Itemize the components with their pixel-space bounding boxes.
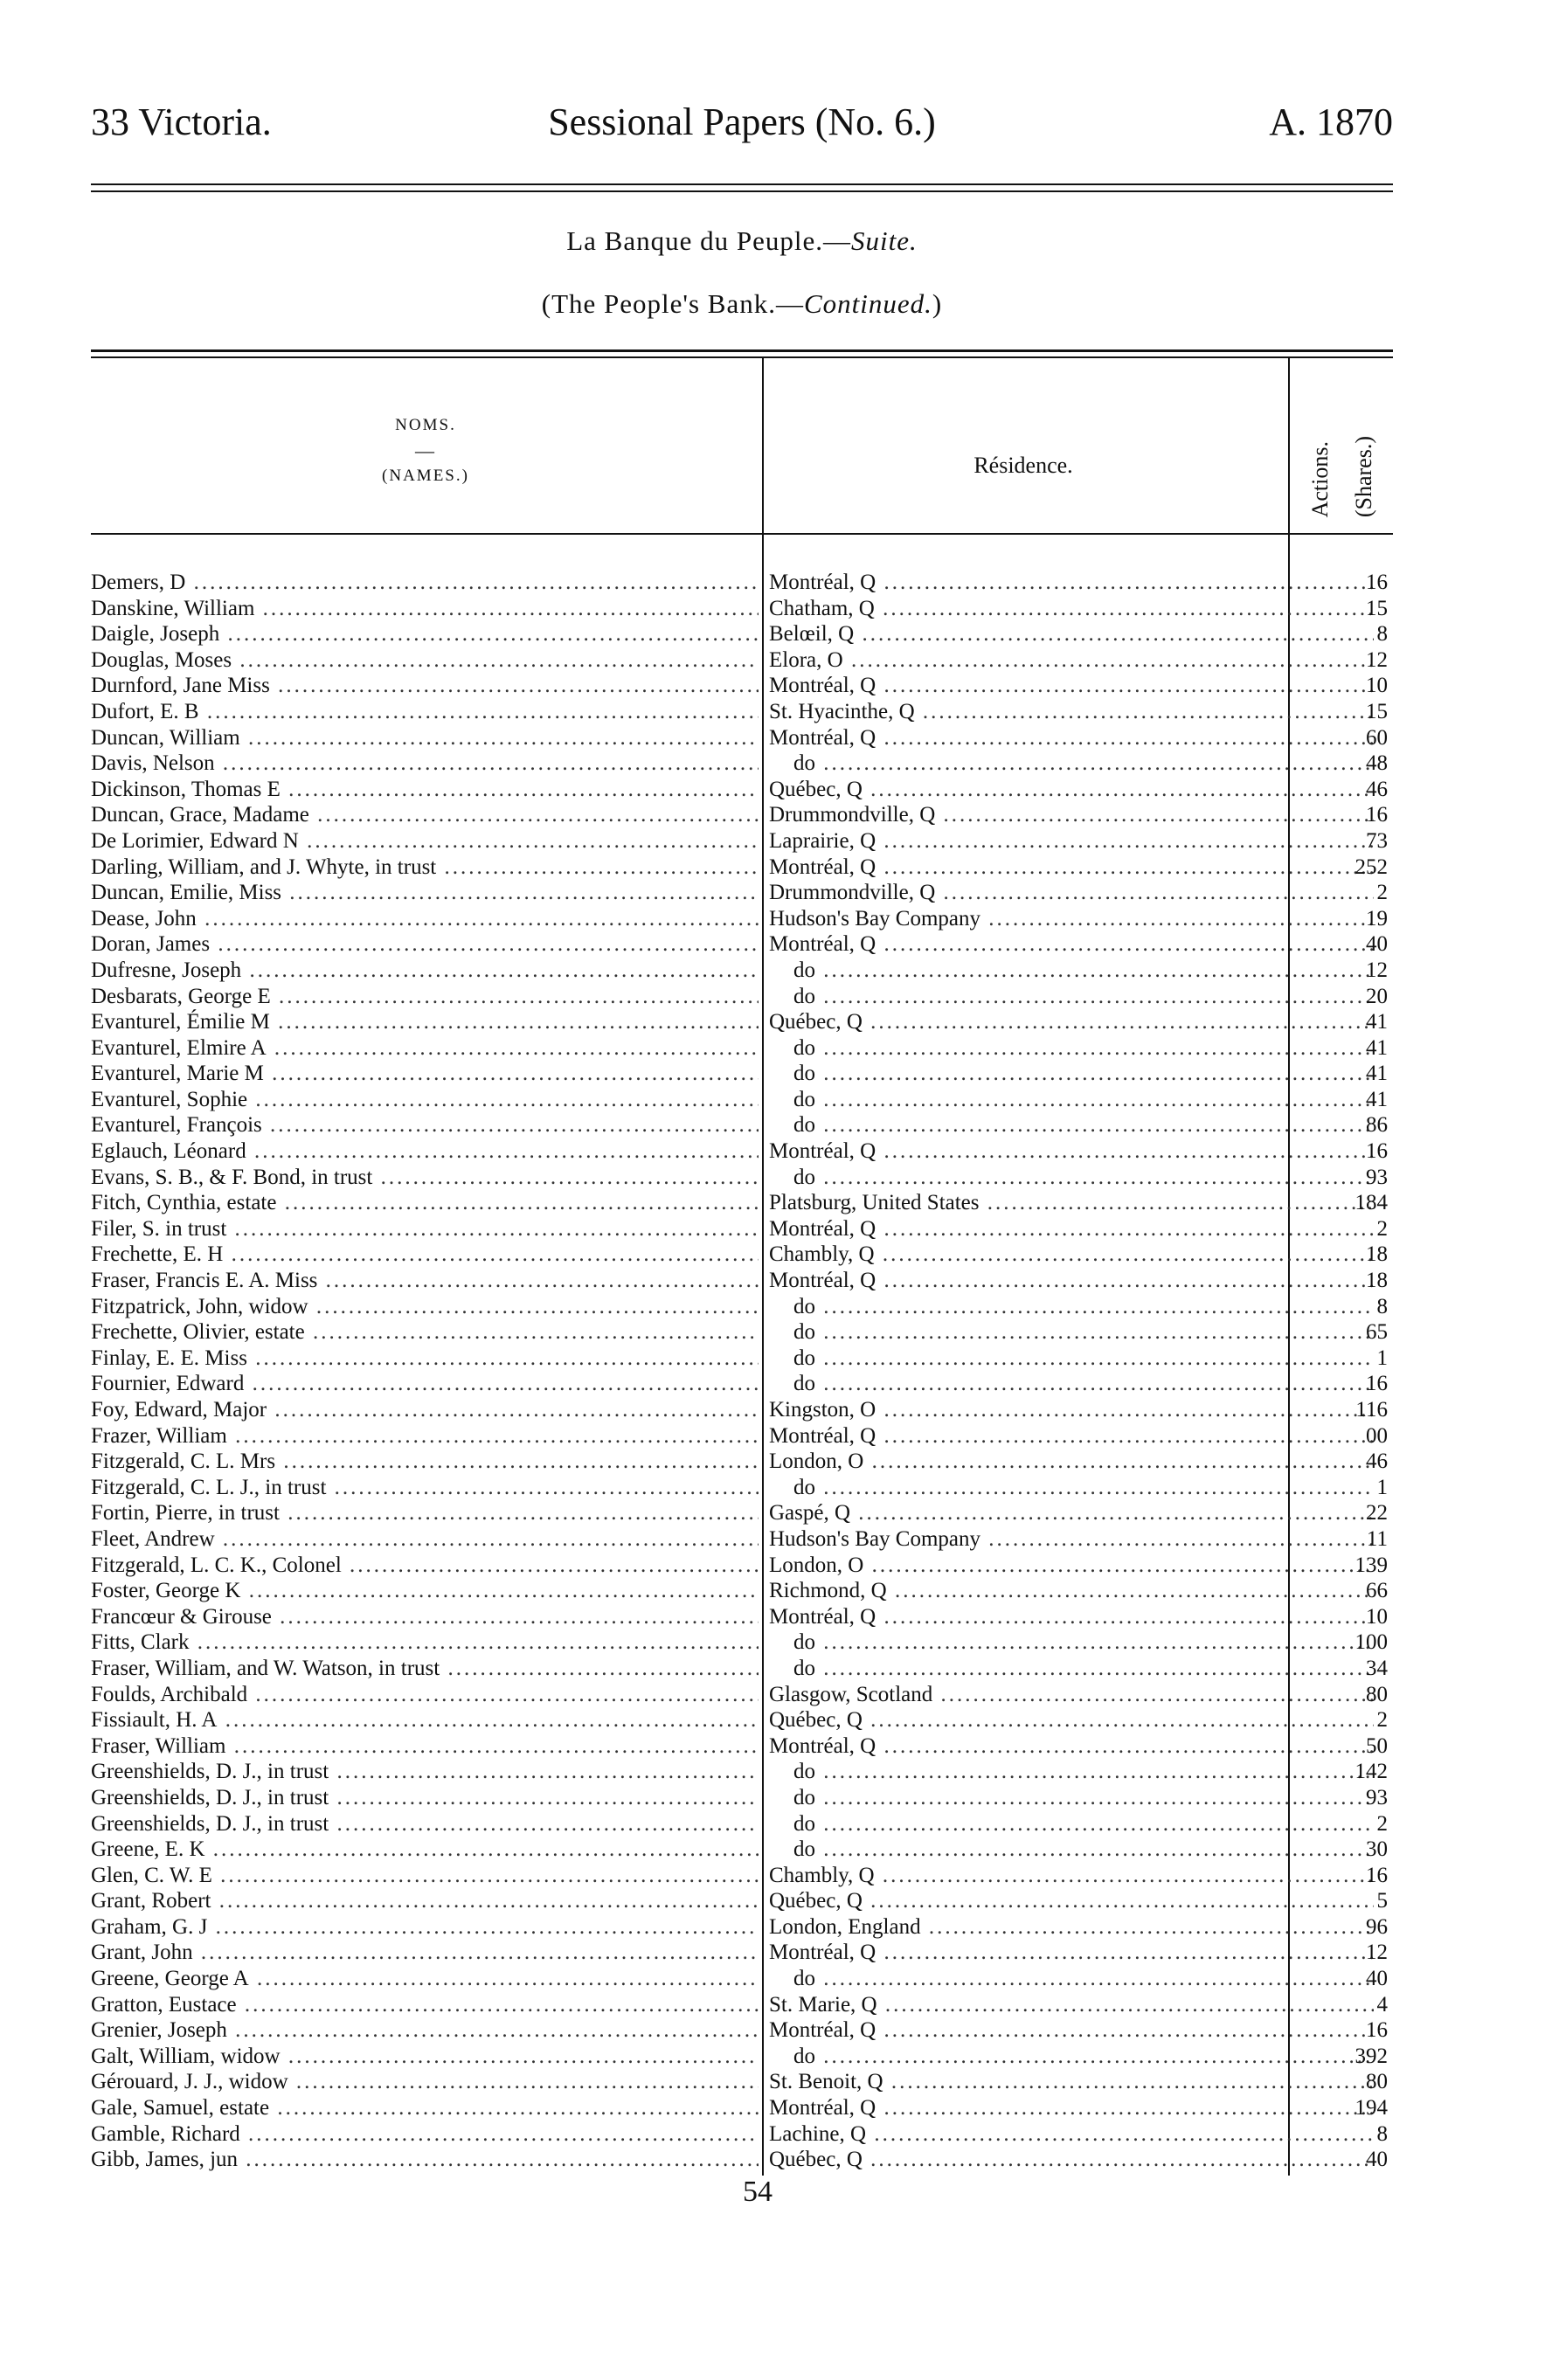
shareholder-name: Grant, John ..... <box>91 1940 759 1966</box>
shareholder-shares: 16 <box>1366 2018 1388 2043</box>
table-row <box>91 1759 1393 1785</box>
title-english: (The People's Bank.—Continued.) <box>541 288 943 319</box>
shareholder-name: Fraser, Francis E. A. Miss ..... <box>91 1268 759 1294</box>
table-rule-top-inner <box>91 356 1393 358</box>
table-row <box>91 777 1393 803</box>
shareholder-name: De Lorimier, Edward N ..... <box>91 828 759 854</box>
shareholder-name: Evans, S. B., & F. Bond, in trust ..... <box>91 1165 759 1191</box>
shareholder-residence: do ..... <box>769 1035 1374 1062</box>
shareholder-shares: 12 <box>1366 647 1388 672</box>
shareholder-residence: do ..... <box>769 1475 1374 1501</box>
column-header-residence: Résidence. <box>973 453 1073 478</box>
shareholder-shares: 16 <box>1366 571 1388 594</box>
shareholder-shares: 11 <box>1366 1526 1388 1551</box>
shareholder-name: Evanturel, Sophie ..... <box>91 1087 759 1113</box>
shareholder-name: Desbarats, George E ..... <box>91 984 759 1010</box>
shareholder-residence: Montréal, Q ..... <box>769 854 1374 881</box>
shareholder-residence: Chambly, Q ..... <box>769 1863 1374 1889</box>
shareholder-name: Greenshields, D. J., in trust ..... <box>91 1811 759 1837</box>
shareholder-residence: Montréal, Q ..... <box>769 2095 1374 2121</box>
table-row <box>91 2044 1393 2070</box>
shareholder-residence: Kingston, O ..... <box>769 1397 1374 1423</box>
column-header-shares: Actions. (Shares.) <box>1307 435 1376 517</box>
shareholder-shares: 184 <box>1354 1191 1388 1215</box>
shareholder-residence: do ..... <box>769 1759 1374 1785</box>
table-row <box>91 1087 1393 1113</box>
table-row <box>91 1165 1393 1191</box>
shareholder-shares: 142 <box>1354 1760 1388 1784</box>
table-row <box>91 1009 1393 1035</box>
shareholder-residence: do ..... <box>769 751 1374 777</box>
header-year: A. 1870 <box>1269 100 1393 143</box>
shareholder-name: Frechette, Olivier, estate ..... <box>91 1319 759 1346</box>
shareholder-shares: 252 <box>1354 854 1388 879</box>
table-row <box>91 2147 1393 2173</box>
table-row <box>91 1992 1393 2018</box>
shareholder-name: Darling, William, and J. Whyte, in trust ..... <box>91 854 759 881</box>
shareholder-shares: 10 <box>1366 1604 1388 1629</box>
table-row <box>91 984 1393 1010</box>
shareholder-name: Fitzgerald, C. L. J., in trust ..... <box>91 1475 759 1501</box>
shareholder-name: Fournier, Edward ..... <box>91 1371 759 1397</box>
shareholder-residence: Gaspé, Q ..... <box>769 1500 1374 1526</box>
shareholder-residence: Montréal, Q ..... <box>769 1138 1374 1165</box>
table-row <box>91 2095 1393 2121</box>
table-row <box>91 621 1393 647</box>
shareholder-residence: Montréal, Q ..... <box>769 673 1374 699</box>
shareholder-name: Fitzpatrick, John, widow ..... <box>91 1294 759 1320</box>
table-row <box>91 1604 1393 1630</box>
shareholder-name: Fraser, William, and W. Watson, in trust ..... <box>91 1656 759 1682</box>
shareholder-name: Gibb, James, jun ..... <box>91 2147 759 2173</box>
shareholder-residence: do ..... <box>769 1319 1374 1346</box>
shareholder-shares: 15 <box>1366 699 1388 723</box>
table-row <box>91 1449 1393 1475</box>
table-row <box>91 1837 1393 1863</box>
shareholder-residence: St. Marie, Q ..... <box>769 1992 1374 2018</box>
shareholder-shares: 2 <box>1376 881 1388 905</box>
shareholder-residence: Montréal, Q ..... <box>769 1216 1374 1242</box>
shareholder-name: Duncan, Grace, Madame ..... <box>91 802 759 828</box>
shareholder-name: Finlay, E. E. Miss ..... <box>91 1346 759 1372</box>
shareholder-shares: 41 <box>1366 1035 1388 1060</box>
shareholder-name: Fitch, Cynthia, estate ..... <box>91 1190 759 1216</box>
shareholder-name: Francœur & Girouse ..... <box>91 1604 759 1630</box>
shareholder-shares: 4 <box>1376 1992 1388 2017</box>
shareholder-residence: do ..... <box>769 1087 1374 1113</box>
table-row <box>91 1863 1393 1889</box>
page-number: 54 <box>743 2176 772 2208</box>
shareholder-name: Gratton, Eustace ..... <box>91 1992 759 2018</box>
table-row <box>91 1423 1393 1449</box>
shareholder-name: Foulds, Archibald ..... <box>91 1682 759 1708</box>
shareholder-residence: do ..... <box>769 958 1374 984</box>
shareholder-shares: 2 <box>1376 1811 1388 1836</box>
table-row <box>91 880 1393 906</box>
shareholder-residence: London, England ..... <box>769 1914 1374 1941</box>
shareholder-residence: do ..... <box>769 2044 1374 2070</box>
running-header <box>91 96 1393 149</box>
shareholder-shares: 116 <box>1355 1398 1388 1422</box>
shareholder-residence: do ..... <box>769 1785 1374 1811</box>
shareholder-residence: Platsburg, United States ..... <box>769 1190 1374 1216</box>
title-french: La Banque du Peuple.—Suite. <box>566 225 918 256</box>
table-row <box>91 1216 1393 1242</box>
shareholder-shares: 40 <box>1366 1967 1388 1991</box>
shareholder-shares: 16 <box>1366 1863 1388 1887</box>
shareholder-shares: 18 <box>1366 1242 1388 1267</box>
table-row <box>91 1629 1393 1656</box>
shareholder-residence: Chambly, Q ..... <box>769 1242 1374 1268</box>
table-row <box>91 1035 1393 1062</box>
shareholder-shares: 41 <box>1366 1062 1388 1086</box>
table-row <box>91 570 1393 596</box>
shareholder-name: Duncan, William ..... <box>91 725 759 751</box>
shareholder-residence: Montréal, Q ..... <box>769 570 1374 596</box>
shareholder-residence: do ..... <box>769 1371 1374 1397</box>
shareholder-shares: 96 <box>1366 1914 1388 1939</box>
shareholder-list <box>91 570 1393 2173</box>
shareholder-residence: London, O ..... <box>769 1553 1374 1579</box>
shareholder-shares: 41 <box>1366 1010 1388 1034</box>
table-row <box>91 1371 1393 1397</box>
table-row <box>91 1733 1393 1760</box>
shareholder-name: Evanturel, Marie M ..... <box>91 1061 759 1087</box>
shareholder-shares: 392 <box>1354 2044 1388 2068</box>
shareholder-residence: Québec, Q ..... <box>769 1009 1374 1035</box>
shareholder-residence: do ..... <box>769 1811 1374 1837</box>
shareholder-shares: 8 <box>1376 1294 1388 1318</box>
table-row <box>91 906 1393 932</box>
shareholder-residence: do ..... <box>769 1165 1374 1191</box>
shareholder-name: Gamble, Richard ..... <box>91 2121 759 2148</box>
shareholder-shares: 93 <box>1366 1785 1388 1809</box>
table-row <box>91 1888 1393 1914</box>
shareholder-residence: Hudson's Bay Company ..... <box>769 906 1374 932</box>
shareholder-name: Fissiault, H. A ..... <box>91 1707 759 1733</box>
table-row <box>91 1500 1393 1526</box>
shareholder-shares: 139 <box>1354 1553 1388 1577</box>
shareholder-name: Demers, D ..... <box>91 570 759 596</box>
table-row <box>91 1707 1393 1733</box>
shareholder-name: Dickinson, Thomas E ..... <box>91 777 759 803</box>
shareholder-residence: do ..... <box>769 1966 1374 1992</box>
shareholder-shares: 15 <box>1366 596 1388 620</box>
shareholder-shares: 16 <box>1366 1139 1388 1164</box>
shareholder-residence: Hudson's Bay Company ..... <box>769 1526 1374 1553</box>
shareholder-name: Glen, C. W. E ..... <box>91 1863 759 1889</box>
shareholder-shares: 80 <box>1366 2070 1388 2094</box>
shareholder-name: Gérouard, J. J., widow ..... <box>91 2069 759 2095</box>
shareholder-shares: 65 <box>1366 1320 1388 1345</box>
shareholder-shares: 40 <box>1366 2148 1388 2172</box>
table-rule-top <box>91 349 1393 352</box>
header-rule-bottom <box>91 190 1393 192</box>
table-row <box>91 1397 1393 1423</box>
table-row <box>91 931 1393 958</box>
table-row <box>91 1914 1393 1941</box>
shareholder-shares: 8 <box>1376 2121 1388 2146</box>
shareholder-name: Greenshields, D. J., in trust ..... <box>91 1785 759 1811</box>
shareholder-name: Graham, G. J ..... <box>91 1914 759 1941</box>
table-row <box>91 828 1393 854</box>
shareholder-name: Durnford, Jane Miss ..... <box>91 673 759 699</box>
shareholder-shares: 66 <box>1366 1579 1388 1603</box>
shareholder-residence: do ..... <box>769 1294 1374 1320</box>
shareholder-residence: Montréal, Q ..... <box>769 931 1374 958</box>
shareholder-shares: 00 <box>1366 1423 1388 1448</box>
shareholder-shares: 40 <box>1366 932 1388 957</box>
shareholder-shares: 18 <box>1366 1269 1388 1293</box>
shareholder-name: Greenshields, D. J., in trust ..... <box>91 1759 759 1785</box>
shareholder-name: Dufort, E. B ..... <box>91 699 759 725</box>
shareholder-shares: 8 <box>1376 622 1388 647</box>
shareholder-residence: Drummondville, Q ..... <box>769 802 1374 828</box>
shareholder-shares: 60 <box>1366 725 1388 750</box>
table-row <box>91 1294 1393 1320</box>
header-session: 33 Victoria. <box>91 100 272 143</box>
table-row <box>91 1268 1393 1294</box>
shareholder-name: Gale, Samuel, estate ..... <box>91 2095 759 2121</box>
table-row <box>91 802 1393 828</box>
shareholder-name: Daigle, Joseph ..... <box>91 621 759 647</box>
shareholder-residence: Elora, O ..... <box>769 647 1374 674</box>
shareholder-shares: 46 <box>1366 777 1388 801</box>
shareholder-shares: 2 <box>1376 1708 1388 1733</box>
shareholder-shares: 34 <box>1366 1656 1388 1680</box>
shareholder-shares: 86 <box>1366 1113 1388 1138</box>
shareholder-shares: 16 <box>1366 803 1388 827</box>
shareholder-residence: Québec, Q ..... <box>769 1707 1374 1733</box>
shareholder-name: Fleet, Andrew ..... <box>91 1526 759 1553</box>
header-rule-top <box>91 183 1393 185</box>
shareholder-residence: Montréal, Q ..... <box>769 1423 1374 1449</box>
header-papers: Sessional Papers (No. 6.) <box>548 100 936 143</box>
shareholder-residence: St. Benoit, Q ..... <box>769 2069 1374 2095</box>
shareholder-name: Frechette, E. H ..... <box>91 1242 759 1268</box>
shareholder-residence: do ..... <box>769 984 1374 1010</box>
shareholder-name: Evanturel, Elmire A ..... <box>91 1035 759 1062</box>
shareholder-residence: Québec, Q ..... <box>769 1888 1374 1914</box>
shareholder-residence: London, O ..... <box>769 1449 1374 1475</box>
shareholder-residence: Laprairie, Q ..... <box>769 828 1374 854</box>
shareholder-name: Douglas, Moses ..... <box>91 647 759 674</box>
table-row <box>91 699 1393 725</box>
shareholder-name: Grenier, Joseph ..... <box>91 2017 759 2044</box>
shareholder-shares: 1 <box>1376 1475 1388 1499</box>
shareholder-residence: do ..... <box>769 1112 1374 1138</box>
shareholder-name: Foy, Edward, Major ..... <box>91 1397 759 1423</box>
shareholder-name: Fitzgerald, C. L. Mrs ..... <box>91 1449 759 1475</box>
shareholder-shares: 12 <box>1366 1941 1388 1965</box>
shareholder-name: Evanturel, François ..... <box>91 1112 759 1138</box>
shareholder-residence: do ..... <box>769 1629 1374 1656</box>
table-row <box>91 1242 1393 1268</box>
shareholder-name: Eglauch, Léonard ..... <box>91 1138 759 1165</box>
table-row <box>91 2121 1393 2148</box>
shareholder-residence: Montréal, Q ..... <box>769 1604 1374 1630</box>
shareholder-shares: 20 <box>1366 984 1388 1008</box>
table-row <box>91 596 1393 622</box>
shareholder-residence: Lachine, Q ..... <box>769 2121 1374 2148</box>
shareholder-residence: Montréal, Q ..... <box>769 1268 1374 1294</box>
shareholder-name: Dufresne, Joseph ..... <box>91 958 759 984</box>
shareholder-residence: Montréal, Q ..... <box>769 2017 1374 2044</box>
table-row <box>91 1526 1393 1553</box>
shareholder-name: Duncan, Emilie, Miss ..... <box>91 880 759 906</box>
shareholder-residence: Richmond, Q ..... <box>769 1578 1374 1604</box>
shareholder-name: Fortin, Pierre, in trust ..... <box>91 1500 759 1526</box>
shareholder-shares: 46 <box>1366 1449 1388 1474</box>
table-row <box>91 1138 1393 1165</box>
table-row <box>91 958 1393 984</box>
shareholder-shares: 41 <box>1366 1087 1388 1111</box>
column-header-names: NOMS. — (NAMES.) <box>382 416 469 485</box>
shareholder-shares: 19 <box>1366 906 1388 931</box>
table-row <box>91 1940 1393 1966</box>
shareholder-name: Grant, Robert ..... <box>91 1888 759 1914</box>
shareholder-name: Filer, S. in trust ..... <box>91 1216 759 1242</box>
table-row <box>91 751 1393 777</box>
shareholder-residence: Québec, Q ..... <box>769 2147 1374 2173</box>
table-row <box>91 1346 1393 1372</box>
shareholder-name: Frazer, William ..... <box>91 1423 759 1449</box>
shareholder-shares: 10 <box>1366 674 1388 698</box>
shareholder-shares: 2 <box>1376 1216 1388 1241</box>
shareholder-residence: Montréal, Q ..... <box>769 1940 1374 1966</box>
table-row <box>91 1578 1393 1604</box>
shareholder-shares: 1 <box>1376 1346 1388 1370</box>
table-row <box>91 673 1393 699</box>
shareholder-shares: 50 <box>1366 1733 1388 1758</box>
table-row <box>91 1553 1393 1579</box>
header-row-rule <box>91 533 1393 535</box>
shareholder-residence: Glasgow, Scotland ..... <box>769 1682 1374 1708</box>
table-row <box>91 647 1393 674</box>
table-row <box>91 1966 1393 1992</box>
table-row <box>91 1682 1393 1708</box>
shareholder-residence: Chatham, Q ..... <box>769 596 1374 622</box>
shareholder-name: Danskine, William ..... <box>91 596 759 622</box>
table-row <box>91 1811 1393 1837</box>
shareholder-shares: 93 <box>1366 1165 1388 1189</box>
shareholder-name: Fitzgerald, L. C. K., Colonel ..... <box>91 1553 759 1579</box>
shareholder-shares: 80 <box>1366 1682 1388 1706</box>
table-row <box>91 854 1393 881</box>
shareholder-residence: St. Hyacinthe, Q ..... <box>769 699 1374 725</box>
shareholder-name: Foster, George K ..... <box>91 1578 759 1604</box>
table-row <box>91 1112 1393 1138</box>
shareholder-name: Fraser, William ..... <box>91 1733 759 1760</box>
shareholder-shares: 5 <box>1376 1889 1388 1913</box>
table-row <box>91 2017 1393 2044</box>
table-row <box>91 725 1393 751</box>
shareholder-shares: 16 <box>1366 1372 1388 1396</box>
shareholder-residence: do ..... <box>769 1656 1374 1682</box>
shareholder-residence: Drummondville, Q ..... <box>769 880 1374 906</box>
table-row <box>91 1656 1393 1682</box>
table-row <box>91 1319 1393 1346</box>
shareholder-shares: 194 <box>1354 2096 1388 2121</box>
shareholder-residence: do ..... <box>769 1837 1374 1863</box>
shareholder-shares: 48 <box>1366 751 1388 776</box>
shareholder-name: Galt, William, widow ..... <box>91 2044 759 2070</box>
shareholder-name: Dease, John ..... <box>91 906 759 932</box>
shareholder-shares: 12 <box>1366 958 1388 982</box>
shareholder-name: Fitts, Clark ..... <box>91 1629 759 1656</box>
table-row <box>91 2069 1393 2095</box>
shareholder-residence: Montréal, Q ..... <box>769 1733 1374 1760</box>
shareholder-name: Evanturel, Émilie M ..... <box>91 1009 759 1035</box>
shareholder-residence: do ..... <box>769 1061 1374 1087</box>
table-row <box>91 1785 1393 1811</box>
shareholder-residence: do ..... <box>769 1346 1374 1372</box>
table-row <box>91 1061 1393 1087</box>
shareholder-residence: Belœil, Q ..... <box>769 621 1374 647</box>
shareholder-residence: Montréal, Q ..... <box>769 725 1374 751</box>
shareholder-residence: Québec, Q ..... <box>769 777 1374 803</box>
shareholder-shares: 30 <box>1366 1837 1388 1862</box>
table-row <box>91 1190 1393 1216</box>
shareholder-name: Greene, E. K ..... <box>91 1837 759 1863</box>
shareholder-name: Davis, Nelson ..... <box>91 751 759 777</box>
shareholder-name: Greene, George A ..... <box>91 1966 759 1992</box>
table-row <box>91 1475 1393 1501</box>
shareholder-shares: 100 <box>1354 1630 1388 1655</box>
shareholder-shares: 73 <box>1366 828 1388 853</box>
shareholder-name: Doran, James ..... <box>91 931 759 958</box>
shareholder-shares: 22 <box>1366 1501 1388 1526</box>
